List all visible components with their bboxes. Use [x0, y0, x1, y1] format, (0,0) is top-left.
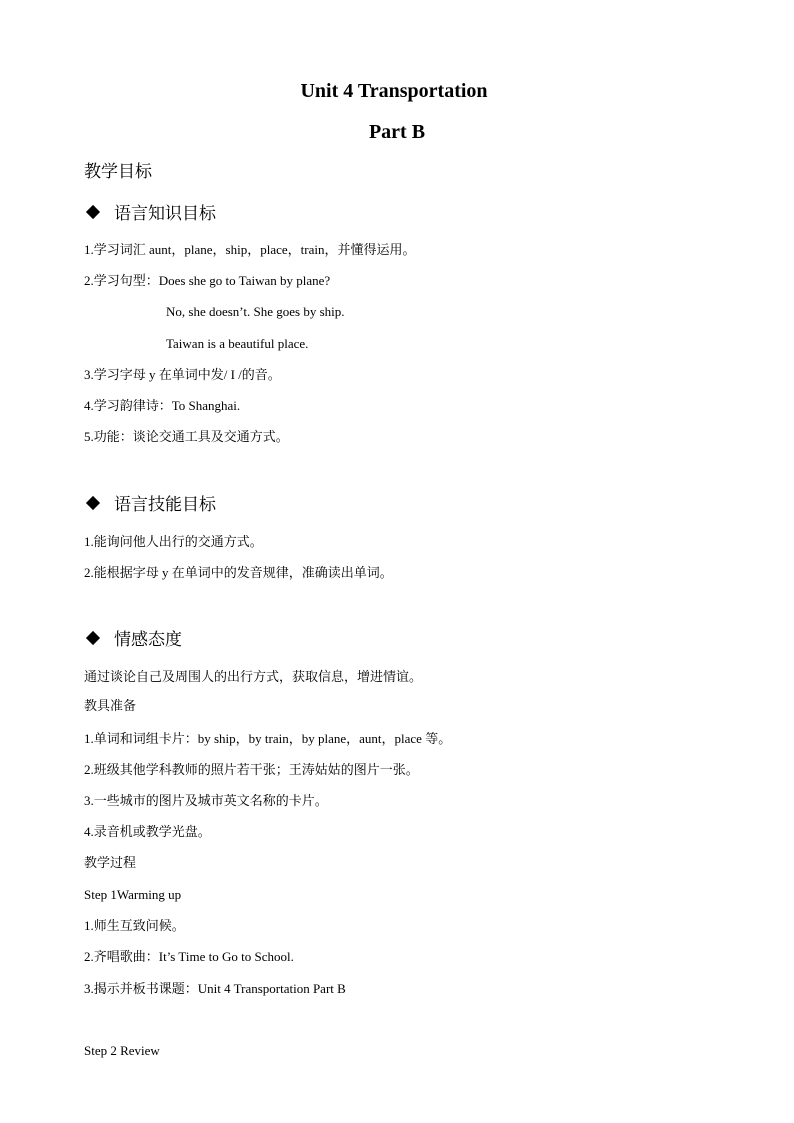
- prep-item-1: 1.单词和词组卡片：by ship，by train，by plane，aunt，place 等。: [84, 731, 452, 746]
- knowledge-item-3: 3.学习字母 y 在单词中发/ I /的音。: [84, 367, 281, 382]
- knowledge-item-5: 5.功能：谈论交通工具及交通方式。: [84, 429, 289, 444]
- document-subtitle: Part B: [368, 121, 426, 143]
- knowledge-item-2: 2.学习句型：Does she go to Taiwan by plane?: [84, 273, 331, 288]
- prep-item-3: 3.一些城市的图片及城市英文名称的卡片。: [84, 793, 328, 808]
- diamond-bullet-icon: [86, 205, 100, 219]
- document-title: Unit 4 Transportation: [300, 80, 488, 102]
- step-1-item-3: 3.揭示并板书课题：Unit 4 Transportation Part B: [84, 981, 346, 996]
- subheading-knowledge: [84, 204, 216, 224]
- prep-heading: 教具准备: [84, 699, 137, 714]
- subheading-skills: [84, 495, 216, 515]
- diamond-bullet-icon: [86, 496, 100, 510]
- step-1-heading: Step 1Warming up: [84, 887, 182, 902]
- attitude-text: 通过谈论自己及周围人的出行方式，获取信息，增进情谊。: [84, 669, 423, 684]
- step-2-heading: Step 2 Review: [84, 1043, 160, 1058]
- subheading-knowledge-label: 语言知识目标: [114, 204, 216, 224]
- knowledge-item-4: 4.学习韵律诗：To Shanghai.: [84, 398, 241, 413]
- prep-item-4: 4.录音机或教学光盘。: [84, 824, 211, 839]
- step-1-item-2: 2.齐唱歌曲：It’s Time to Go to School.: [84, 949, 294, 964]
- prep-item-2: 2.班级其他学科教师的照片若干张；王涛姑姑的图片一张。: [84, 762, 419, 777]
- step-1-item-1: 1.师生互致问候。: [84, 918, 185, 933]
- subheading-attitude-label: 情感态度: [114, 630, 182, 650]
- subheading-attitude: [84, 630, 182, 650]
- skills-item-1: 1.能询问他人出行的交通方式。: [84, 534, 263, 549]
- diamond-bullet-icon: [86, 631, 100, 645]
- knowledge-item-1: 1.学习词汇 aunt，plane，ship，place，train，并懂得运用。: [84, 242, 416, 257]
- process-heading: 教学过程: [84, 856, 137, 871]
- subheading-skills-label: 语言技能目标: [114, 495, 216, 515]
- knowledge-item-2-example: Taiwan is a beautiful place.: [166, 336, 309, 351]
- section-heading-goals: 教学目标: [84, 162, 152, 182]
- knowledge-item-2-answer: No, she doesn’t. She goes by ship.: [166, 304, 345, 319]
- skills-item-2: 2.能根据字母 y 在单词中的发音规律，准确读出单词。: [84, 565, 393, 580]
